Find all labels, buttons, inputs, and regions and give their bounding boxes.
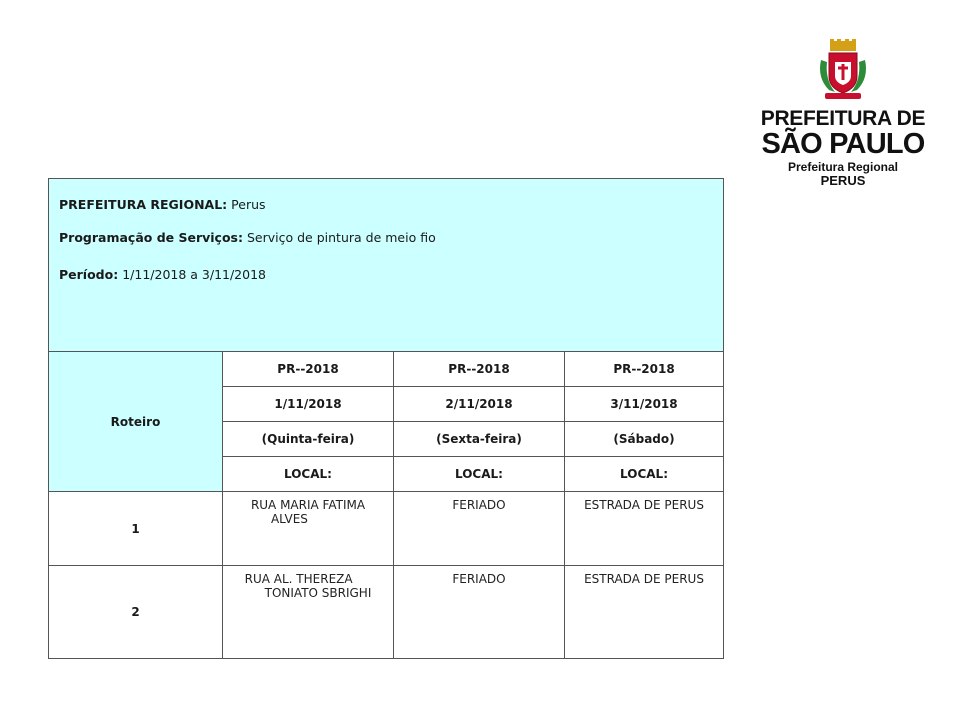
route-cell: FERIADO [394, 492, 565, 566]
regional-line: PREFEITURA REGIONAL: Perus [59, 197, 266, 212]
col-code: PR--2018 [565, 352, 724, 387]
col-code: PR--2018 [394, 352, 565, 387]
route-cell: ESTRADA DE PERUS [565, 566, 724, 659]
col-local: LOCAL: [394, 457, 565, 492]
service-schedule-table [48, 178, 724, 659]
route-cell: ESTRADA DE PERUS [565, 492, 724, 566]
logo-text-sao-paulo: SÃO PAULO [761, 128, 925, 160]
sao-paulo-coat-of-arms-icon [815, 38, 871, 102]
period-line: Período: 1/11/2018 a 3/11/2018 [59, 267, 266, 282]
route-number: 2 [49, 566, 223, 659]
logo-text-regional: Prefeitura Regional [787, 160, 899, 174]
schedule-header [49, 179, 724, 352]
roteiro-header: Roteiro [49, 352, 223, 492]
col-local: LOCAL: [223, 457, 394, 492]
col-code: PR--2018 [223, 352, 394, 387]
program-line: Programação de Serviços: Serviço de pintura de meio fio [59, 230, 436, 245]
col-local: LOCAL: [565, 457, 724, 492]
route-number: 1 [49, 492, 223, 566]
logo-text-prefeitura: PREFEITURA DE [760, 107, 926, 130]
col-weekday: (Sexta-feira) [394, 422, 565, 457]
prefeitura-logo [748, 38, 938, 198]
table-row [49, 566, 724, 659]
col-date: 1/11/2018 [223, 387, 394, 422]
col-weekday: (Sábado) [565, 422, 724, 457]
route-cell: RUA AL. THEREZA TONIATO SBRIGHI [223, 566, 394, 659]
logo-text-perus: PERUS [820, 173, 866, 188]
route-cell: RUA MARIA FATIMA ALVES [223, 492, 394, 566]
col-date: 3/11/2018 [565, 387, 724, 422]
route-cell: FERIADO [394, 566, 565, 659]
table-row [49, 492, 724, 566]
col-weekday: (Quinta-feira) [223, 422, 394, 457]
col-date: 2/11/2018 [394, 387, 565, 422]
